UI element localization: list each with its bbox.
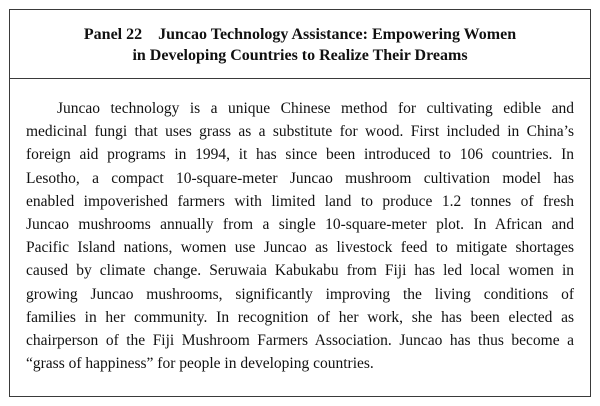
body-line-6: Juncao mushrooms annually from a single 10-square-meter plot. In African and [26, 215, 574, 233]
body-line-3: foreign aid programs in 1994, it has since been introduced to 106 countries. In [26, 146, 574, 164]
panel-title-line-1: Panel 22 Juncao Technology Assistance: Empowering Women [83, 25, 517, 43]
panel-header [10, 10, 590, 79]
panel-box [9, 9, 591, 397]
body-line-12: “grass of happiness” for people in developing countries. [26, 355, 374, 373]
body-line-8: caused by climate change. Seruwaia Kabukabu from Fiji has led local women in [26, 262, 574, 280]
body-line-11: chairperson of the Fiji Mushroom Farmers Association. Juncao has thus become a [26, 331, 574, 349]
body-line-9: growing Juncao mushrooms, significantly improving the living conditions of [26, 285, 574, 303]
body-line-7: Pacific Island nations, women use Juncao as livestock feed to mitigate shortages [26, 239, 574, 257]
panel-body [10, 79, 590, 375]
body-line-4: Lesotho, a compact 10-square-meter Juncao mushroom cultivation model has [26, 169, 574, 187]
panel-title-line-2: in Developing Countries to Realize Their Dreams [132, 46, 468, 64]
body-line-1: Juncao technology is a unique Chinese method for cultivating edible and [57, 100, 574, 117]
body-line-5: enabled impoverished farmers with limited land to produce 1.2 tonnes of fresh [26, 192, 574, 210]
body-line-10: families in her community. In recognition of her work, she has been elected as [26, 308, 574, 326]
body-line-2: medicinal fungi that uses grass as a substitute for wood. First included in China’s [26, 123, 574, 141]
